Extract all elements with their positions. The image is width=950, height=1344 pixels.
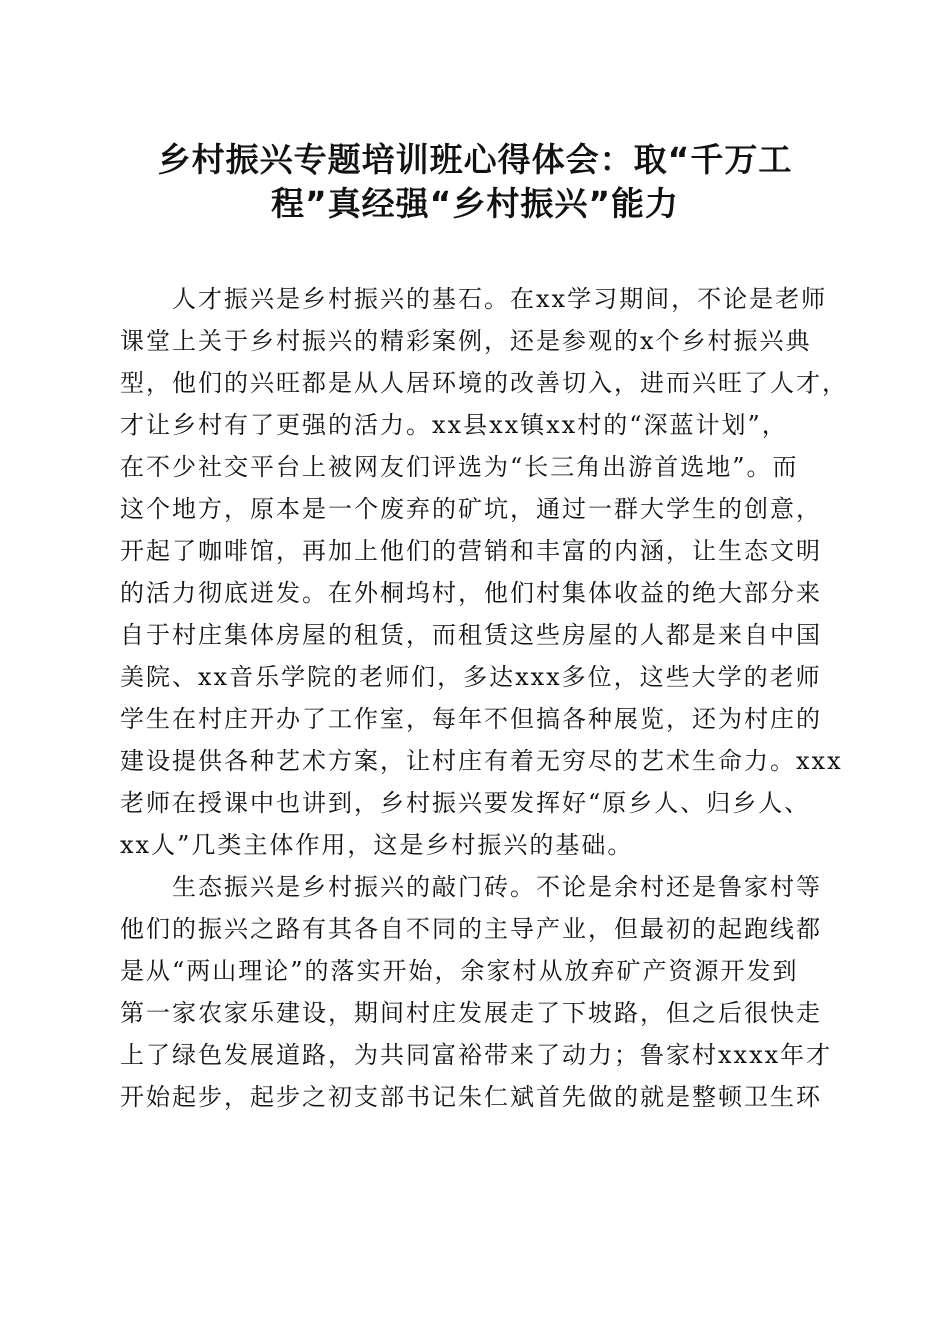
text-line: 这个地方，原本是一个废弃的矿坑，通过一群大学生的创意， xyxy=(120,495,822,523)
text-line: 才让乡村有了更强的活力。xx县xx镇xx村的“深蓝计划”， xyxy=(120,411,788,439)
text-line: 美院、xx音乐学院的老师们，多达xxx多位，这些大学的老师 xyxy=(120,663,822,691)
text-line: 是从“两山理论”的落实开始，余家村从放弃矿产资源开发到 xyxy=(120,957,799,985)
paragraph-talent-revitalization xyxy=(120,278,848,866)
text-line: 第一家农家乐建设，期间村庄发展走了下坡路，但之后很快走 xyxy=(120,999,822,1027)
text-line: 上了绿色发展道路，为共同富裕带来了动力；鲁家村xxxx年才 xyxy=(120,1041,833,1069)
text-line: 学生在村庄开办了工作室，每年不但搞各种展览，还为村庄的 xyxy=(120,705,822,733)
text-line: 自于村庄集体房屋的租赁，而租赁这些房屋的人都是来自中国 xyxy=(120,621,822,649)
paragraph-ecological-revitalization xyxy=(120,866,832,1118)
text-line: 人才振兴是乡村振兴的基石。在xx学习期间，不论是老师 xyxy=(172,285,828,313)
text-line: 生态振兴是乡村振兴的敲门砖。不论是余村还是鲁家村等 xyxy=(172,873,822,901)
text-line: 型，他们的兴旺都是从人居环境的改善切入，进而兴旺了人才， xyxy=(120,369,848,397)
document-body xyxy=(120,278,848,1118)
text-line: 开始起步，起步之初支部书记朱仁斌首先做的就是整顿卫生环 xyxy=(120,1083,822,1111)
text-line: 的活力彻底迸发。在外桐坞村，他们村集体收益的绝大部分来 xyxy=(120,579,822,607)
text-line: xx人”几类主体作用，这是乡村振兴的基础。 xyxy=(120,831,634,859)
text-line: 课堂上关于乡村振兴的精彩案例，还是参观的x个乡村振兴典 xyxy=(120,327,812,355)
title-line: 乡村振兴专题培训班心得体会：取“千万工 xyxy=(157,140,793,179)
text-line: 在不少社交平台上被网友们评选为“长三角出游首选地”。而 xyxy=(120,453,799,481)
text-line: 建设提供各种艺术方案，让村庄有着无穷尽的艺术生命力。xxx xyxy=(120,747,843,775)
title-line: 程”真经强“乡村振兴”能力 xyxy=(270,184,680,223)
text-line: 开起了咖啡馆，再加上他们的营销和丰富的内涵，让生态文明 xyxy=(120,537,822,565)
text-line: 老师在授课中也讲到，乡村振兴要发挥好“原乡人、归乡人、 xyxy=(120,789,811,817)
text-line: 他们的振兴之路有其各自不同的主导产业，但最初的起跑线都 xyxy=(120,915,822,943)
document-title xyxy=(110,138,840,226)
